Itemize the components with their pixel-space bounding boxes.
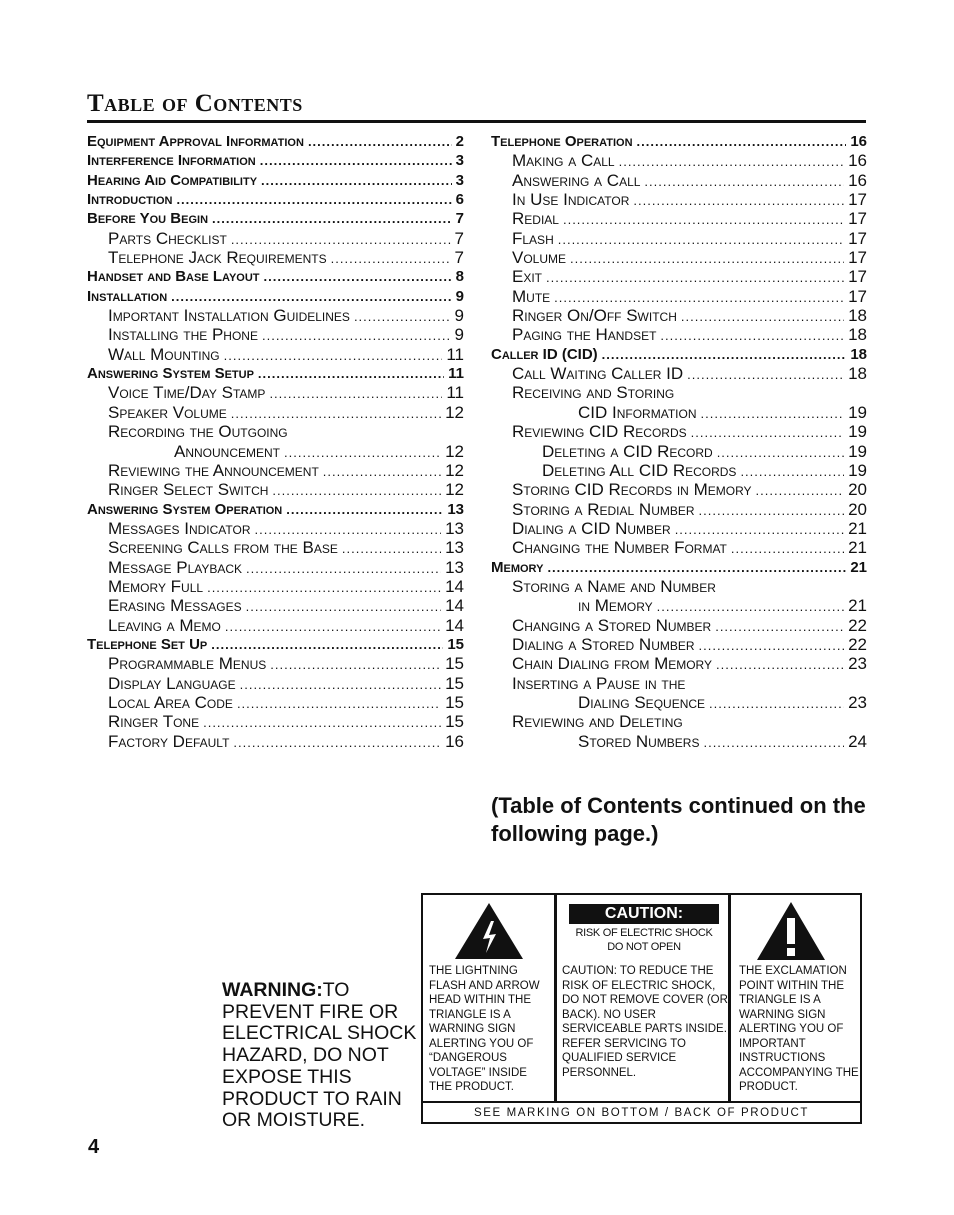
toc-entry-title: Dialing a CID Number	[512, 518, 671, 538]
toc-entry-title: Important Installation Guidelines	[108, 306, 350, 326]
toc-entry-page: 19	[848, 422, 867, 442]
toc-leader-dots	[681, 307, 844, 325]
toc-entry-title: Programmable Menus	[108, 654, 267, 674]
toc-entry	[491, 306, 867, 325]
toc-entry	[87, 635, 464, 654]
toc-entry-title: Making a Call	[512, 151, 615, 171]
toc-entry	[491, 229, 867, 248]
toc-entry-page: 22	[848, 634, 867, 654]
toc-entry-page: 13	[445, 518, 464, 538]
toc-entry	[491, 558, 867, 577]
toc-entry-page: 16	[848, 170, 867, 190]
toc-entry-title: Stored Numbers	[578, 731, 700, 751]
toc-entry	[87, 442, 464, 461]
toc-entry-title: Dialing a Stored Number	[512, 634, 695, 654]
toc-entry-title: Hearing Aid Compatibility	[87, 171, 258, 189]
toc-leader-dots	[171, 287, 452, 306]
toc-leader-dots	[342, 539, 441, 557]
toc-entry	[491, 403, 867, 422]
page-title: Table of Contents	[87, 90, 303, 117]
toc-leader-dots	[715, 617, 844, 635]
toc-entry-page: 17	[848, 267, 867, 287]
toc-entry-page: 23	[848, 692, 867, 712]
toc-entry	[491, 171, 867, 190]
toc-entry-page: 14	[445, 596, 464, 616]
toc-entry	[491, 209, 867, 228]
toc-entry-page: 19	[848, 460, 867, 480]
toc-entry-page: 21	[848, 596, 867, 616]
toc-entry-title: Chain Dialing from Memory	[512, 654, 713, 674]
toc-entry-title: Announcement	[174, 441, 281, 461]
toc-entry	[491, 461, 867, 480]
toc-entry-page: 18	[848, 364, 867, 384]
toc-entry-title: Receiving and Storing	[512, 383, 675, 403]
toc-entry-title: Memory	[491, 558, 544, 576]
toc-entry	[87, 306, 464, 325]
toc-entry-page: 14	[445, 576, 464, 596]
toc-entry-title: Telephone Operation	[491, 133, 633, 150]
toc-entry	[87, 712, 464, 731]
toc-entry	[87, 287, 464, 306]
toc-entry	[491, 616, 867, 635]
toc-leader-dots	[558, 230, 844, 248]
toc-leader-dots	[258, 364, 444, 383]
toc-leader-dots	[699, 636, 845, 654]
toc-entry	[491, 248, 867, 267]
toc-entry-title: Storing a Redial Number	[512, 499, 695, 519]
toc-entry-title: Handset and Base Layout	[87, 268, 260, 286]
toc-entry-title: Erasing Messages	[108, 596, 242, 616]
toc-leader-dots	[709, 694, 844, 712]
toc-leader-dots	[691, 423, 844, 441]
toc-entry-page: 3	[455, 152, 464, 170]
toc-entry-page: 15	[445, 712, 464, 732]
toc-leader-dots	[231, 404, 441, 422]
toc-entry-title: Inserting a Pause in the	[512, 673, 686, 693]
toc-entry-title: Storing a Name and Number	[512, 576, 716, 596]
toc-entry-title: Ringer Tone	[108, 712, 200, 732]
toc-entry-page: 11	[446, 383, 464, 403]
toc-entry-title: Redial	[512, 209, 559, 229]
toc-entry-page: 13	[445, 538, 464, 558]
toc-entry-title: Reviewing and Deleting	[512, 712, 683, 732]
toc-leader-dots	[176, 190, 451, 209]
toc-entry-title: Introduction	[87, 191, 173, 209]
toc-entry-title: Wall Mounting	[108, 344, 220, 364]
toc-entry-title: Voice Time/Day Stamp	[108, 383, 266, 403]
toc-leader-dots	[225, 617, 441, 635]
toc-entry	[491, 442, 867, 461]
toc-entry	[87, 248, 464, 267]
lightning-panel	[423, 895, 552, 1101]
toc-entry	[491, 132, 867, 151]
toc-entry-title: Telephone Set Up	[87, 635, 208, 653]
toc-entry-page: 15	[445, 654, 464, 674]
toc-entry-title: Installing the Phone	[108, 325, 258, 345]
toc-entry	[491, 287, 867, 306]
toc-entry-page: 15	[445, 673, 464, 693]
toc-leader-dots	[207, 578, 441, 596]
toc-leader-dots	[687, 365, 844, 383]
toc-entry-title: Screening Calls from the Base	[108, 538, 338, 558]
toc-entry-page: 13	[445, 557, 464, 577]
exclamation-warning-icon	[755, 900, 827, 962]
toc-entry	[87, 500, 464, 519]
toc-right-column	[491, 132, 867, 751]
toc-entry-page: 18	[848, 306, 867, 326]
toc-entry-title: Local Area Code	[108, 692, 233, 712]
toc-entry-page: 13	[447, 500, 464, 518]
toc-leader-dots	[212, 209, 452, 228]
toc-leader-dots	[224, 346, 443, 364]
toc-entry-page: 8	[455, 268, 464, 286]
toc-leader-dots	[269, 384, 442, 402]
toc-entry	[87, 674, 464, 693]
toc-entry	[87, 364, 464, 383]
toc-leader-dots	[246, 597, 441, 615]
continued-note: (Table of Contents continued on the following page.)	[491, 793, 866, 846]
toc-entry-title: in Memory	[578, 596, 653, 616]
toc-entry-title: Ringer On/Off Switch	[512, 306, 677, 326]
toc-entry-title: Mute	[512, 286, 551, 306]
toc-entry-page: 21	[850, 558, 867, 576]
toc-entry-title: Recording the Outgoing	[108, 422, 288, 442]
toc-entry-page: 11	[448, 365, 464, 383]
toc-entry-title: Deleting All CID Records	[542, 460, 737, 480]
toc-entry-page: 23	[848, 654, 867, 674]
toc-entry	[87, 693, 464, 712]
toc-entry	[87, 519, 464, 538]
toc-leader-dots	[261, 171, 452, 190]
toc-entry	[491, 732, 867, 751]
toc-entry	[87, 151, 464, 170]
toc-entry-page: 7	[454, 228, 464, 248]
toc-entry-page: 17	[848, 228, 867, 248]
lightning-warning-icon	[453, 901, 525, 961]
toc-entry-page: 12	[445, 480, 464, 500]
exclamation-panel	[733, 895, 860, 1101]
toc-entry	[87, 345, 464, 364]
toc-entry	[491, 635, 867, 654]
toc-entry	[87, 229, 464, 248]
toc-entry-title: Message Playback	[108, 557, 243, 577]
toc-entry-page: 20	[848, 499, 867, 519]
title-rule	[87, 120, 866, 123]
toc-entry	[491, 577, 867, 596]
toc-entry-page: 22	[848, 615, 867, 635]
toc-entry-page: 2	[455, 133, 464, 150]
toc-entry-page: 16	[850, 133, 867, 150]
toc-entry	[491, 151, 867, 170]
toc-leader-dots	[637, 132, 847, 151]
toc-entry-page: 19	[848, 441, 867, 461]
toc-leader-dots	[231, 230, 451, 248]
warning-notice	[222, 980, 422, 1132]
toc-entry-page: 12	[445, 441, 464, 461]
toc-entry-page: 14	[445, 615, 464, 635]
toc-entry-page: 12	[445, 460, 464, 480]
toc-leader-dots	[260, 151, 452, 170]
toc-entry-title: In Use Indicator	[512, 190, 630, 210]
toc-leader-dots	[660, 326, 844, 344]
toc-entry-title: Memory Full	[108, 576, 204, 596]
toc-entry-title: Deleting a CID Record	[542, 441, 713, 461]
toc-entry	[87, 732, 464, 751]
caution-box	[421, 893, 862, 1124]
toc-entry	[491, 325, 867, 344]
toc-entry-title: Equipment Approval Information	[87, 133, 304, 150]
toc-left-column	[87, 132, 464, 751]
toc-entry	[491, 596, 867, 615]
toc-entry-title: Answering a Call	[512, 170, 641, 190]
toc-entry-title: Storing CID Records in Memory	[512, 480, 752, 500]
toc-entry-title: Messages Indicator	[108, 518, 251, 538]
toc-leader-dots	[703, 733, 844, 751]
toc-entry	[491, 693, 867, 712]
toc-entry-title: Leaving a Memo	[108, 615, 221, 635]
toc-entry	[491, 267, 867, 286]
toc-entry	[491, 538, 867, 557]
caution-text: CAUTION: TO REDUCE THE RISK OF ELECTRIC SHOCK, DO NOT REMOVE COVER (OR BACK). NO USER SERVICEABLE PARTS INSIDE. REFER SERVICING TO QUALIFIED SERVICE PERSONNEL.	[562, 965, 728, 1079]
toc-entry	[491, 480, 867, 499]
toc-entry-page: 6	[455, 191, 464, 209]
toc-entry	[87, 558, 464, 577]
toc-entry-title: Reviewing the Announcement	[108, 460, 319, 480]
toc-entry-title: Before You Begin	[87, 210, 209, 228]
toc-entry	[491, 383, 867, 402]
toc-entry-page: 24	[848, 731, 867, 751]
toc-entry	[87, 577, 464, 596]
toc-entry-title: Parts Checklist	[108, 228, 227, 248]
toc-leader-dots	[272, 481, 441, 499]
toc-entry	[87, 422, 464, 441]
toc-leader-dots	[246, 559, 441, 577]
toc-leader-dots	[262, 326, 451, 344]
toc-entry-title: Factory Default	[108, 731, 230, 751]
toc-entry-title: Telephone Jack Requirements	[108, 248, 327, 268]
toc-leader-dots	[203, 713, 441, 731]
toc-leader-dots	[331, 249, 451, 267]
toc-entry-page: 11	[446, 344, 464, 364]
toc-entry	[87, 383, 464, 402]
toc-entry	[491, 519, 867, 538]
toc-leader-dots	[354, 307, 451, 325]
toc-leader-dots	[740, 462, 844, 480]
toc-leader-dots	[675, 520, 844, 538]
toc-leader-dots	[270, 655, 441, 673]
toc-entry-page: 12	[445, 402, 464, 422]
toc-entry	[87, 480, 464, 499]
toc-entry-title: Caller ID (CID)	[491, 345, 598, 363]
toc-entry-page: 18	[848, 325, 867, 345]
toc-entry-page: 17	[848, 209, 867, 229]
toc-entry-title: Reviewing CID Records	[512, 422, 687, 442]
toc-entry-page: 17	[848, 190, 867, 210]
risk-text: RISK OF ELECTRIC SHOCK DO NOT OPEN	[575, 927, 713, 953]
toc-entry-page: 9	[454, 306, 464, 326]
toc-entry	[87, 267, 464, 286]
toc-entry-page: 18	[850, 345, 867, 363]
lightning-text: THE LIGHTNING FLASH AND ARROW HEAD WITHIN THE TRIANGLE IS A WARNING SIGN ALERTING YOU OF “DANGEROUS VOLTAGE” INSIDE THE PRODUCT.	[429, 965, 540, 1093]
caution-label: CAUTION:	[569, 904, 719, 924]
toc-entry	[491, 654, 867, 673]
toc-leader-dots	[547, 558, 846, 577]
toc-entry-title: Ringer Select Switch	[108, 480, 269, 500]
toc-leader-dots	[716, 655, 844, 673]
toc-entry-page: 3	[455, 171, 464, 189]
toc-leader-dots	[699, 501, 845, 519]
toc-entry-title: Exit	[512, 267, 543, 287]
toc-entry-page: 9	[455, 287, 464, 305]
toc-entry-title: Interference Information	[87, 152, 256, 170]
toc-leader-dots	[546, 268, 844, 286]
toc-entry-page: 21	[848, 538, 867, 558]
toc-entry-page: 15	[445, 692, 464, 712]
toc-leader-dots	[237, 694, 441, 712]
marking-footer: SEE MARKING ON BOTTOM / BACK OF PRODUCT	[423, 1101, 860, 1122]
toc-leader-dots	[570, 249, 844, 267]
toc-entry-title: Answering System Operation	[87, 500, 283, 518]
toc-leader-dots	[286, 500, 443, 519]
toc-entry	[491, 674, 867, 693]
toc-entry-title: Speaker Volume	[108, 402, 227, 422]
toc-entry	[87, 616, 464, 635]
toc-entry-title: Changing the Number Format	[512, 538, 727, 558]
toc-entry-title: Call Waiting Caller ID	[512, 364, 684, 384]
toc-leader-dots	[657, 597, 844, 615]
toc-entry-page: 21	[848, 518, 867, 538]
toc-entry-page: 16	[445, 731, 464, 751]
toc-entry-title: Answering System Setup	[87, 365, 254, 383]
toc-entry	[87, 132, 464, 151]
toc-entry-title: Flash	[512, 228, 554, 248]
page-number: 4	[88, 1136, 100, 1158]
toc-leader-dots	[211, 635, 443, 654]
toc-leader-dots	[255, 520, 442, 538]
toc-entry-title: Installation	[87, 287, 168, 305]
toc-leader-dots	[619, 152, 844, 170]
toc-entry-page: 17	[848, 248, 867, 268]
toc-entry	[491, 500, 867, 519]
toc-entry-page: 19	[848, 402, 867, 422]
toc-entry	[491, 422, 867, 441]
toc-leader-dots	[633, 191, 844, 209]
toc-entry	[87, 190, 464, 209]
toc-entry	[87, 209, 464, 228]
exclamation-text: THE EXCLAMATION POINT WITHIN THE TRIANGLE IS A WARNING SIGN ALERTING YOU OF IMPORTANT INSTRUCTIONS ACCOMPANYING THE PRODUCT.	[739, 965, 859, 1093]
toc-entry	[87, 325, 464, 344]
toc-leader-dots	[240, 675, 441, 693]
toc-leader-dots	[308, 132, 452, 151]
toc-entry	[87, 461, 464, 480]
toc-leader-dots	[602, 345, 847, 364]
toc-entry	[491, 364, 867, 383]
toc-entry-page: 20	[848, 480, 867, 500]
toc-entry	[87, 596, 464, 615]
toc-leader-dots	[233, 733, 441, 751]
warning-text: TO PREVENT FIRE OR ELECTRICAL SHOCK HAZARD, DO NOT EXPOSE THIS PRODUCT TO RAIN OR MOISTURE.	[222, 979, 417, 1132]
toc-entry	[491, 712, 867, 731]
warning-label: WARNING:	[222, 979, 323, 1001]
toc-entry-page: 9	[454, 325, 464, 345]
toc-entry-title: Changing a Stored Number	[512, 615, 712, 635]
toc-entry	[87, 538, 464, 557]
toc-leader-dots	[323, 462, 441, 480]
toc-leader-dots	[701, 404, 845, 422]
toc-entry	[87, 654, 464, 673]
toc-entry	[491, 345, 867, 364]
toc-leader-dots	[284, 443, 441, 461]
toc-leader-dots	[717, 443, 844, 461]
toc-leader-dots	[756, 481, 845, 499]
toc-leader-dots	[731, 539, 844, 557]
toc-entry-title: Paging the Handset	[512, 325, 657, 345]
toc-entry-title: Display Language	[108, 673, 236, 693]
toc-entry-page: 15	[447, 635, 464, 653]
toc-leader-dots	[563, 210, 844, 228]
toc-entry-page: 7	[454, 248, 464, 268]
toc-entry-page: 17	[848, 286, 867, 306]
caution-panel	[554, 895, 731, 1101]
toc-entry	[491, 190, 867, 209]
toc-entry-title: CID Information	[578, 402, 697, 422]
toc-entry-page: 16	[848, 151, 867, 171]
toc-entry	[87, 403, 464, 422]
toc-leader-dots	[554, 288, 844, 306]
toc-entry-title: Dialing Sequence	[578, 692, 706, 712]
toc-leader-dots	[264, 267, 452, 286]
toc-entry-title: Volume	[512, 248, 567, 268]
toc-entry	[87, 171, 464, 190]
toc-leader-dots	[644, 172, 844, 190]
toc-entry-page: 7	[455, 210, 464, 228]
